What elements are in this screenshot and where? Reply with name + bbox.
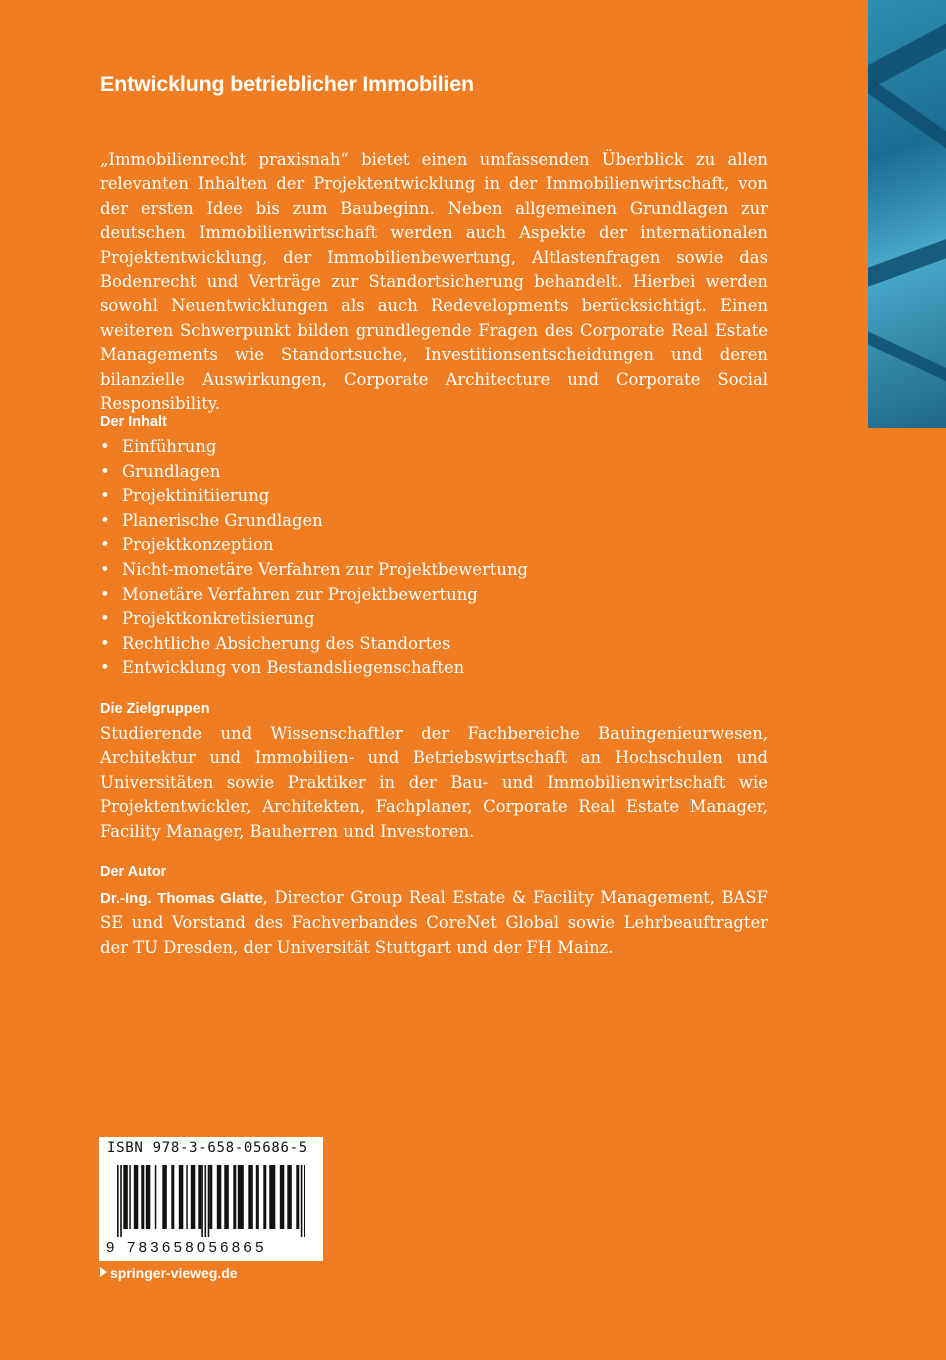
audience-heading: Die Zielgruppen [100, 701, 210, 717]
author-heading: Der Autor [100, 864, 167, 880]
barcode-box [99, 1137, 323, 1261]
list-item: • Projektkonzeption [100, 533, 528, 558]
website-link[interactable] [100, 1265, 238, 1281]
list-item: • Entwicklung von Bestandsliegenschaften [100, 656, 528, 681]
list-item: • Projektkonkretisierung [100, 607, 528, 632]
book-description: „Immobilienrecht praxisnah“ bietet einen umfassenden Überblick zu allen relevanten Inhalten der Projektentwicklung in der Immobilienwirtschaft, von der ersten Idee bis zum Baubeginn. Neben allgemeinen Grundlagen zur deutschen Immobilienwirtschaft werden auch Aspekte der internationalen Projektentwicklung, der Immobilienbewertung, Altlastenfragen sowie das Bodenrecht und Verträge zur Standortsicherung behandelt. Hierbei werden sowohl Neuentwicklungen als auch Redevelopments berücksichtigt. Einen weiteren Schwerpunkt bilden grundlegende Fragen des Corporate Real Estate Managements wie Standortsuche, Investitionsentscheidungen und deren bilanzielle Auswirkungen, Corporate Architecture und Corporate Social Responsibility. [100, 150, 768, 414]
list-item: • Grundlagen [100, 460, 528, 485]
arrow-right-icon [100, 1267, 107, 1277]
ean-digits: 783658056865 [127, 1239, 267, 1256]
author-name: Dr.-Ing. Thomas Glatte [100, 890, 263, 907]
author-text [100, 886, 768, 960]
cover-photo-strip [868, 0, 946, 428]
list-item: • Planerische Grundlagen [100, 509, 528, 534]
contents-heading: Der Inhalt [100, 414, 167, 430]
book-title: Entwicklung betrieblicher Immobilien [100, 72, 474, 96]
list-item: • Rechtliche Absicherung des Standortes [100, 632, 528, 657]
list-item: • Projektinitiierung [100, 484, 528, 509]
website-label: springer-vieweg.de [110, 1265, 238, 1281]
contents-list [100, 435, 528, 681]
list-item: • Nicht-monetäre Verfahren zur Projektbewertung [100, 558, 528, 583]
list-item: • Einführung [100, 435, 528, 460]
author-bio: , Director Group Real Estate & Facility Management, BASF SE und Vorstand des Fachverbandes CoreNet Global sowie Lehrbeauftragter der TU Dresden, der Universität Stuttgart und der FH Mainz. [100, 888, 768, 957]
list-item: • Monetäre Verfahren zur Projektbewertung [100, 583, 528, 608]
barcode-icon [117, 1165, 305, 1237]
isbn-text: ISBN 978-3-658-05686-5 [107, 1140, 308, 1156]
ean-first-digit: 9 [106, 1239, 115, 1256]
audience-text: Studierende und Wissenschaftler der Fachbereiche Bauingenieurwesen, Architektur und Immobilien- und Betriebswirtschaft an Hochschulen und Universitäten sowie Praktiker in der Bau- und Immobilienwirtschaft wie Projektentwickler, Architekten, Fachplaner, Corporate Real Estate Manager, Facility Manager, Bauherren und Investoren. [100, 724, 768, 841]
